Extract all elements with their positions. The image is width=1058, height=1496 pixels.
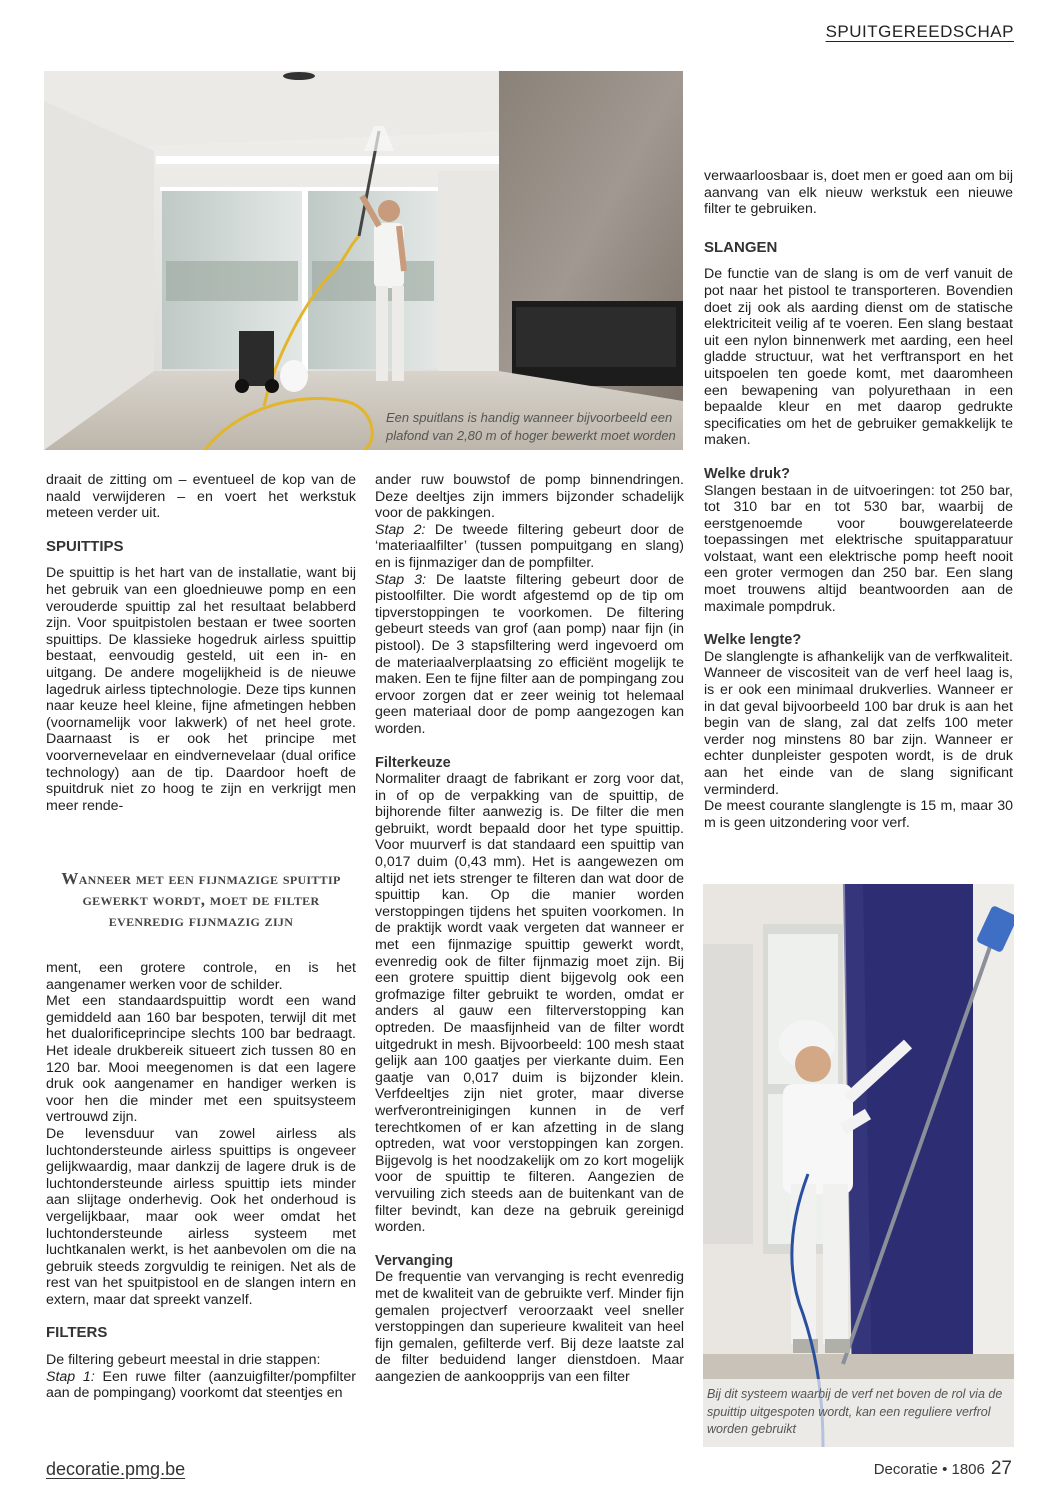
right-photo-caption: Bij dit systeem waarbij de verf net boven de rol via de spuittip uitgespoten wordt, kan een reguliere verfrol worden gebruikt xyxy=(707,1387,1003,1436)
stap1-label: Stap 1: xyxy=(46,1368,95,1385)
col1-p4: De levensduur van zowel airless als luchtondersteunde airless spuittips is ongeveer gelijkwaardig, maar dankzij de lagere druk is de luchtondersteunde airless spuittip iets minder aan slijtage onderhevig. Ook het onderhoud is vergelijkbaar, maar ook weer omdat het luchtondersteunde airless systeem met luchtkanalen werkt, is het aanbevolen om die na gebruik steeds zorgvuldig te reinigen. Net als de rest van het spuitpistool en de slangen intern en extern, maar dat spreekt vanzelf. xyxy=(46,1125,356,1308)
col1-p2: ment, een grotere controle, en is het aangenamer werken voor de schilder. xyxy=(46,960,356,993)
page-footer xyxy=(874,1458,1012,1480)
column-1 xyxy=(46,472,356,814)
stap3-label: Stap 3: xyxy=(375,571,427,588)
welke-druk-heading: Welke druk? xyxy=(704,465,790,482)
welke-lengte-heading: Welke lengte? xyxy=(704,632,802,649)
stap2-text: De tweede filtering gebeurt door de ‘materiaalfilter’ (tussen pompuitgang en slang) en is fijnmaziger dan de pompfilter. xyxy=(375,521,684,571)
stap1-paragraph xyxy=(46,1369,356,1402)
top-photo-caption: Een spuitlans is handig wanneer bijvoorbeeld een plafond van 2,80 m of hoger bewerkt moet worden xyxy=(386,410,676,443)
slangen-heading: SLANGEN xyxy=(704,238,778,256)
col1-p3: Met een standaardspuittip wordt een wand gemiddeld aan 160 bar bespoten, terwijl dit met het dualorificeprincipe slechts 100 bar bedraagt. Het ideale drukbereik situeert zich tussen 80 en 120 bar. Mooi meegenomen is dat een lagere druk ook aangenamer en handiger werken is voor hen die minder met een spuitsysteem vertrouwd zijn. xyxy=(46,993,356,1126)
stap2-paragraph xyxy=(375,522,684,572)
website-link[interactable]: decoratie.pmg.be xyxy=(46,1459,186,1479)
stap1-text: Een ruwe filter (aanzuigfilter/pompfilter aan de pompingang) voorkomt dat steentjes en xyxy=(46,1368,356,1402)
magazine-issue: Decoratie • 1806 xyxy=(873,1461,985,1478)
welke-lengte-text-2: De meest courante slanglengte is 15 m, maar 30 m is geen uitzondering voor verf. xyxy=(704,798,1013,831)
spuittips-text: De spuittip is het hart van de installatie, want bij het gebruik van een gloednieuwe pomp en een verouderde spuittip zal het resultaat belabberd zijn. Voor spuitpistolen bestaan er twee soorten spuittips. De klassieke hogedruk airless spuittip bestaat, eenvoudig gesteld, uit een in- en uitgang. De andere mogelijkheid is de nieuwe lagedruk airless tiptechnologie. Deze tips kunnen naar keuze heel kleine, fijne afmetingen hebben (voornamelijk voor lakwerk) of net heel grote. Daarnaast is er ook het principe met voorvernevelaar en eindvernevelaar (dual orifice technology) aan de tip. Daardoor hoeft de spuitdruk niet zo hoog te zijn en verkrijgt men meer rende- xyxy=(46,565,356,814)
section-header: SPUITGEREEDSCHAP xyxy=(825,22,1014,41)
vervanging-heading: Vervanging xyxy=(375,1252,454,1269)
pull-quote: Wanneer met een fijnmazige spuittip gewerkt wordt, moet de filter evenredig fijnmazig zijn xyxy=(61,869,341,930)
filters-heading: FILTERS xyxy=(46,1324,108,1342)
col3-p1: verwaarloosbaar is, doet men er goed aan om bij aanvang van elk nieuw werkstuk een nieuwe filter te gebruiken. xyxy=(704,168,1013,218)
filterkeuze-text: Normaliter draagt de fabrikant er zorg voor dat, in of op de verpakking van de spuittip, de bijhorende filter aanwezig is. De filter die men gebruikt, wordt bepaald door het type spuittip. Voor muurverf is dat standaard een spuittip van 0,017 duim (0,43 mm). Het is aangewezen om altijd net iets strenger te filteren dan wat door de spuittip kan. Op die manier worden verstoppingen tijdens het spuiten voorkomen. In de praktijk wordt vaak vergeten dat wanneer er met een fijnmazige spuittip gewerkt wordt, evenredig ook de filter fijnmazig moet zijn. Bij een grotere spuittip dient bijgevolg ook een grofmazige filter gebruikt te worden, omdat er anders al gauw een filterverstopping kan optreden. De maasfijnheid van de filter wordt uitgedrukt in mesh. Bijvoorbeeld: 100 mesh staat gelijk aan 100 gaatjes per vierkante duim. Een gaatje van 0,017 duim is bijzonder klein. Verfdeeltjes zijn niet groter, maar diverse werfverontreinigingen kunnen in de verf terechtkomen of er kan afzetting in de slang optreden, wat voor verstoppingen kan zorgen. Bijgevolg is het noodzakelijk om zo kort mogelijk voor de spuittip te filteren. Aangezien de vervuiling zich steeds aan de buitenkant van de filter bevindt, kan deze na gebruik gereinigd worden. xyxy=(375,771,684,1236)
spray-lance-photo xyxy=(44,71,683,450)
welke-lengte-text: De slanglengte is afhankelijk van de verfkwaliteit. Wanneer de viscositeit van de verf heel laag is, is er ook een minimaal drukverlies. Wanneer er in dat geval bijvoorbeeld 100 bar druk is aan het begin van de slang, zal dat zelfs 100 meter verder nog minstens 80 bar zijn. Wanneer er echter dunpleister gespoten wordt, is de druk aan het einde van de slang significant verminderd. xyxy=(704,648,1013,798)
column-1-continued xyxy=(46,960,356,1402)
filterkeuze-heading: Filterkeuze xyxy=(375,754,451,771)
stap2-label: Stap 2: xyxy=(375,521,426,538)
col2-p1: ander ruw bouwstof de pomp binnendringen. Deze deeltjes zijn immers bijzonder schadelijk voor de pakkingen. xyxy=(375,472,684,522)
spuittips-heading: SPUITTIPS xyxy=(46,537,124,555)
roller-painter-photo xyxy=(703,884,1014,1447)
col1-intro: draait de zitting om – eventueel de kop van de naald verwijderen – en voert het werkstuk meteen verder uit. xyxy=(46,472,356,522)
stap3-paragraph xyxy=(375,572,684,738)
column-3 xyxy=(704,168,1013,831)
welke-druk-text: Slangen bestaan in de uitvoeringen: tot 250 bar, tot 310 bar en tot 530 bar, waarbij de eerstgenoemde voor bouwgerelateerde toepassingen met elektrische spuitapparatuur volstaat, want een elektrische pomp heeft nooit een groter vermogen dan 250 bar. Een slang moet trouwens altijd beantwoorden aan de maximale pompdruk. xyxy=(704,482,1013,615)
page-number: 27 xyxy=(990,1458,1012,1479)
vervanging-text: De frequentie van vervanging is recht evenredig met de kwaliteit van de gebruikte verf. Minder fijn gemalen projectverf veroorzaakt veel sneller verstoppingen dan superieure kwaliteit van heel fijn gemalen, gefilterde verf. Bij deze laatste zal de filter beduidend langer dienstdoen. Maar aangezien de aankoopprijs van een filter xyxy=(375,1269,684,1385)
filters-text: De filtering gebeurt meestal in drie stappen: xyxy=(46,1352,321,1369)
stap3-text: De laatste filtering gebeurt door de pistoolfilter. Die wordt afgestemd op de tip om tipverstoppingen te voorkomen. De filtering gebeurt steeds van grof (aan pomp) naar fijn (in pistool). De 3 stapsfiltering werd ingevoerd om de materiaalverplaatsing zo efficiënt mogelijk te maken. Een te fijne filter aan de pompingang zou ervoor zorgen dat er zeer weinig tot helemaal geen materiaal door de pomp aangezogen kan worden. xyxy=(375,571,684,737)
slangen-text: De functie van de slang is om de verf vanuit de pot naar het pistool te transporteren. Bovendien doet zij ook als aarding dienst om de statische elektriciteit veilig af te voeren. Een slang bestaat uit een nylon binnenwerk met aarding, een heel gladde structuur, wat het verftransport en het uitspoelen ten goede komt, met daaromheen een bewapening van polyurethaan in een bepaalde kleur en met daarop gedrukte specificaties om het de gebruiker gemakkelijk te maken. xyxy=(704,266,1013,449)
column-2 xyxy=(375,472,684,1385)
